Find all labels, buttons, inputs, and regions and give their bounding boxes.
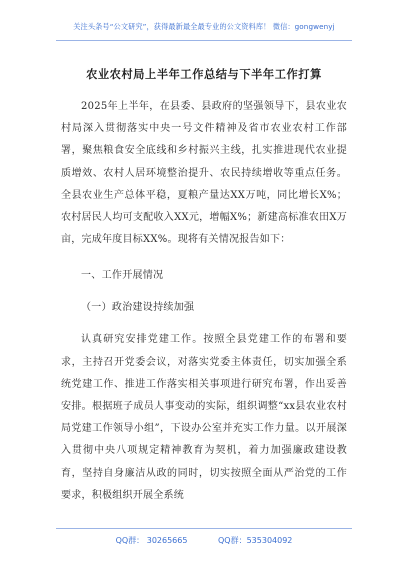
footer-qq-group-1: QQ群： 30265665 <box>115 536 188 545</box>
subsection-heading: （一）政治建设持续加强 <box>81 302 195 314</box>
document-body <box>61 96 347 507</box>
body-paragraph: 认真研究安排党建工作。按照全县党建工作的布署和要求，主持召开党委会议，对落实党委主体责任，切实加强全系统党建工作、推进工作落实相关事项进行研究布署，作出妥善安排。根据班子成员人事变动的实际，组织调整“xx县农业农村局党建工作领导小组”，下设办公室并充实工作力量。以开展深入贯彻中央八项规定精神教育为契机，着力加强廉政建设教育，坚持自身廉洁从政的同时，切实按照全面从严治党的工作要求，积极组织开展全系统 <box>61 334 347 501</box>
header-banner: 关注头条号“公文研究”，获得最新最全最专业的公文资料库！ 微信：gongwenyj <box>73 22 335 31</box>
section-heading: 一、工作开展情况 <box>81 270 164 282</box>
document-title: 农业农村局上半年工作总结与下半年工作打算 <box>86 68 322 81</box>
header-divider <box>56 40 352 41</box>
footer <box>0 535 408 546</box>
footer-qq-group-2: QQ群：535304092 <box>218 536 293 545</box>
intro-paragraph: 2025年上半年，在县委、县政府的坚强领导下，县农业农村局深入贯彻落实中央一号文件精神及省市农业农村工作部署，聚焦粮食安全底线和乡村振兴主线，扎实推进现代农业提质增效、农村人居环境整治提升、农民持续增收等重点任务。全县农业生产总体平稳，夏粮产量达XX万吨，同比增长X%；农村居民人均可支配收入XX元，增幅X%；新建高标准农田X万亩，完成年度目标XX%。现将有关情况报告如下： <box>61 101 347 246</box>
footer-divider <box>56 528 352 529</box>
